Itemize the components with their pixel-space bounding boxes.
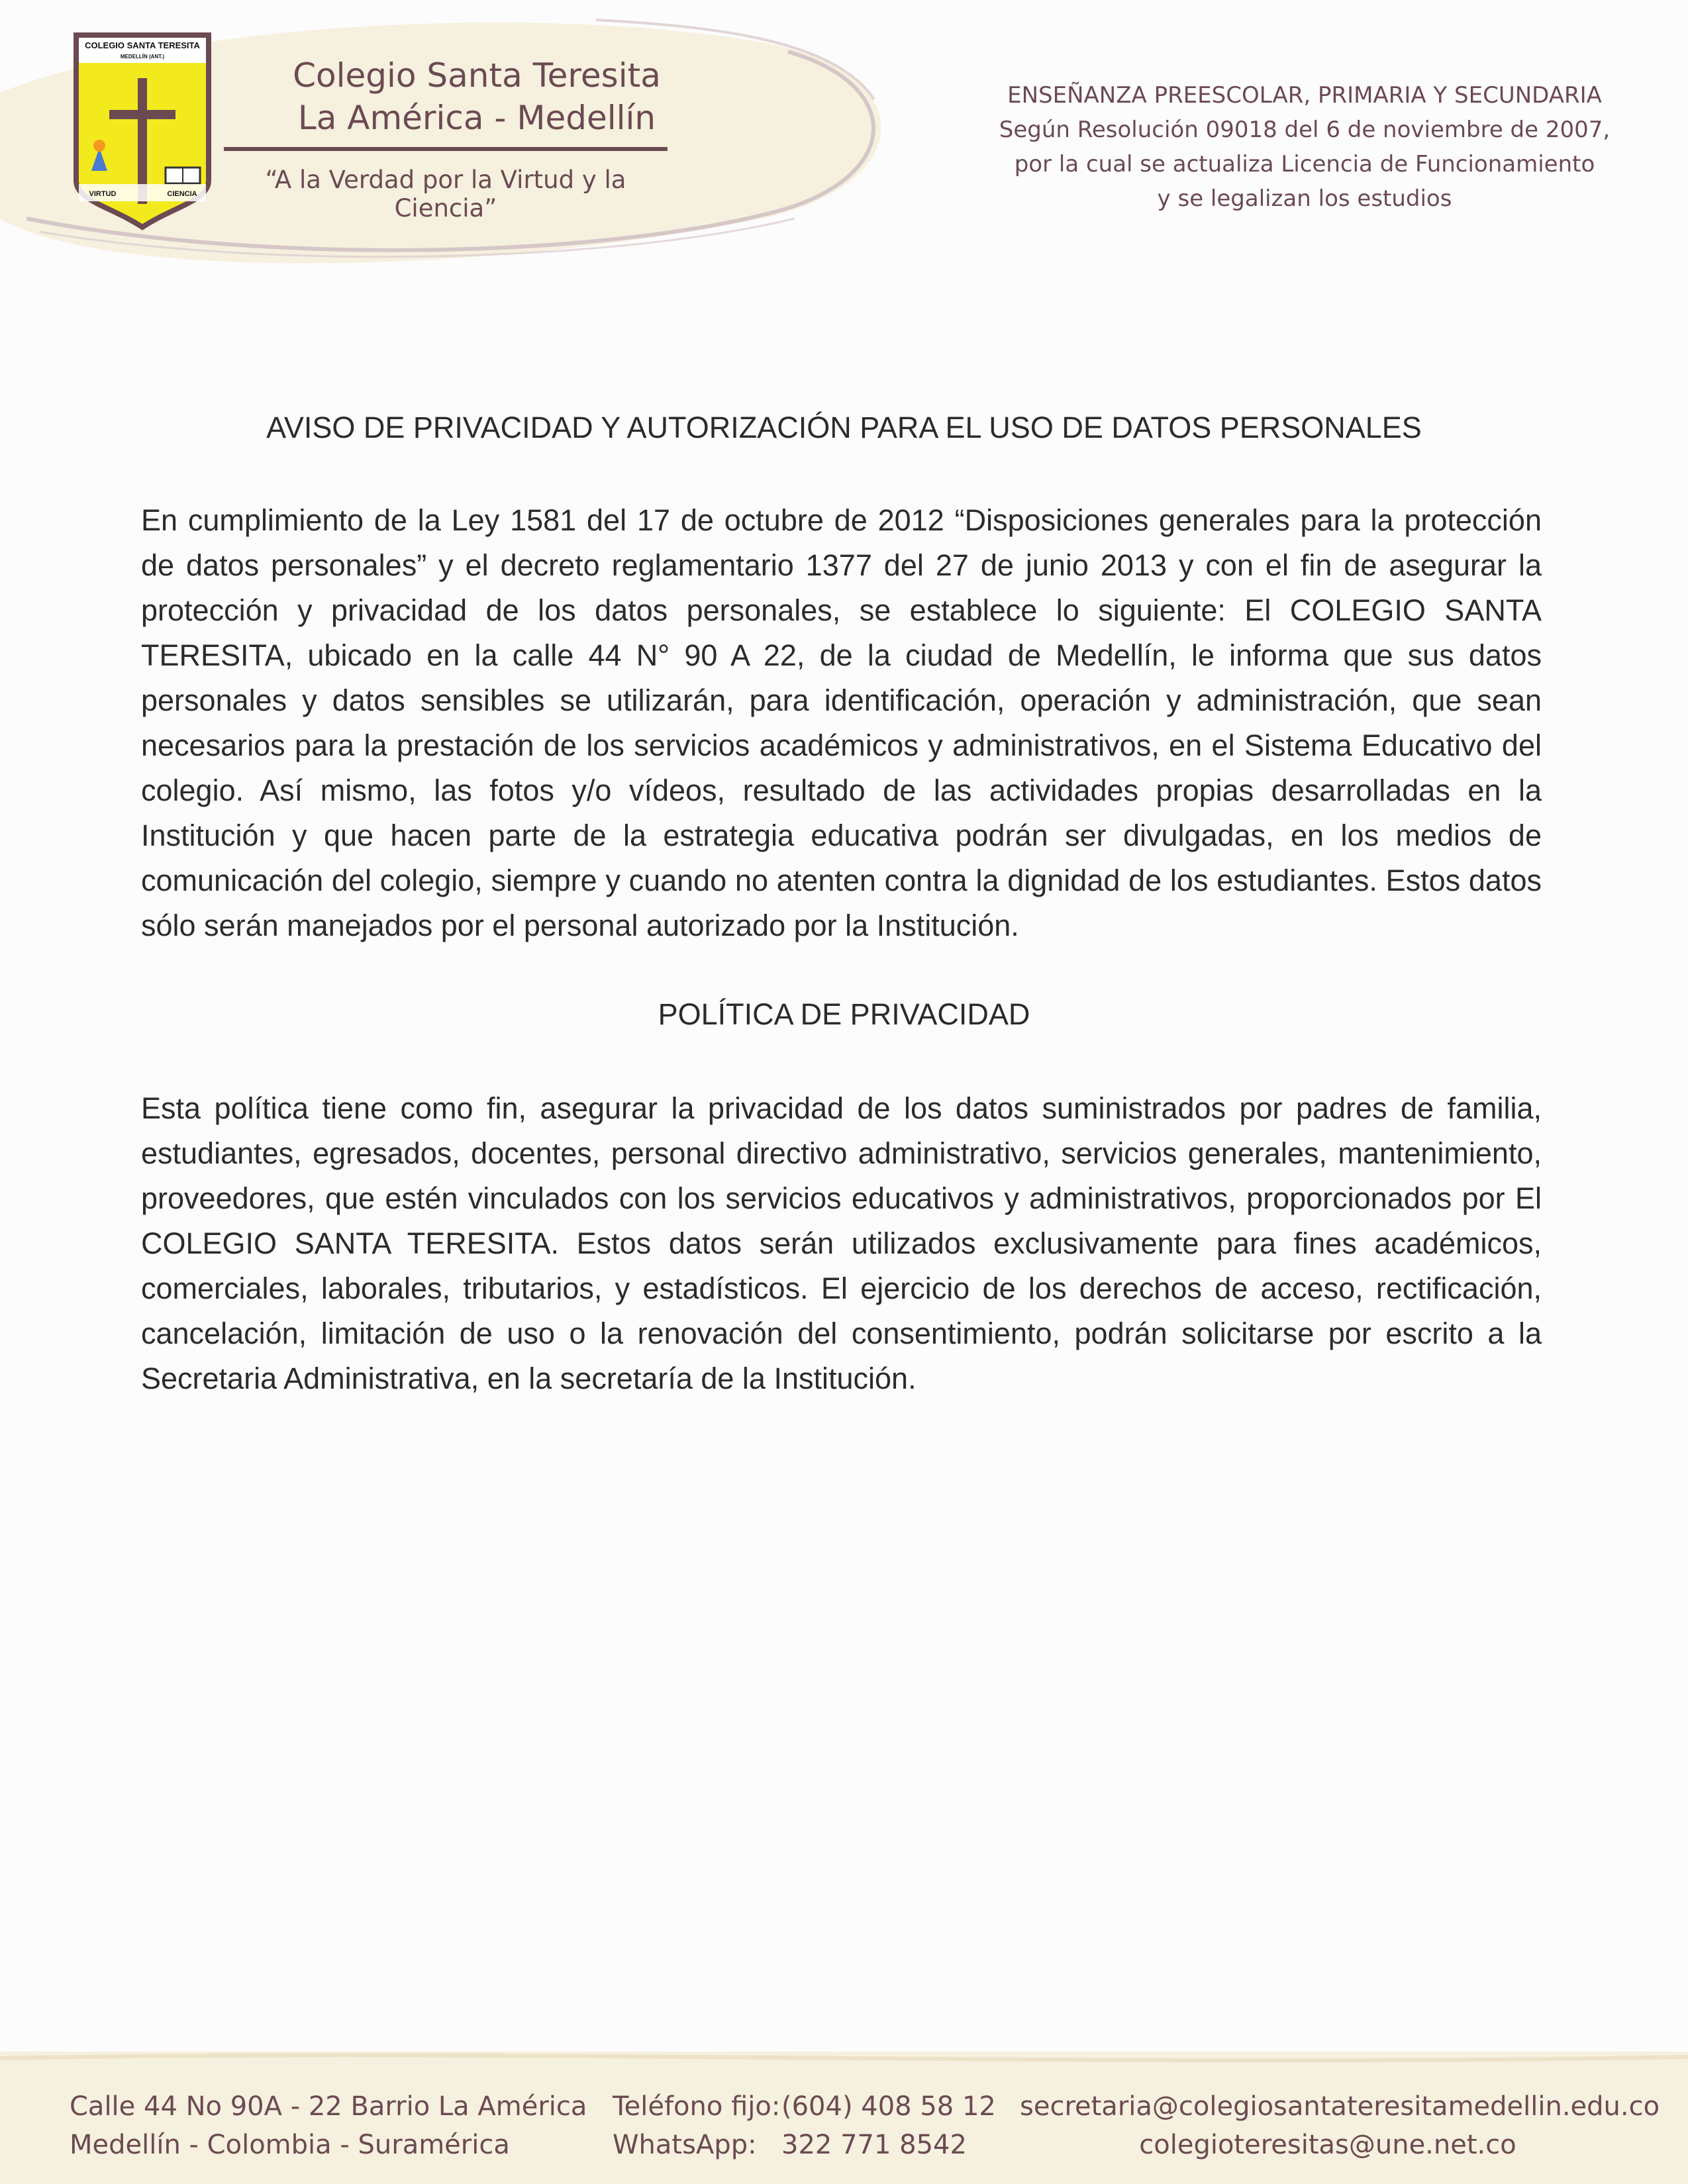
header-divider bbox=[224, 147, 668, 151]
accreditation-line1: ENSEÑANZA PREESCOLAR, PRIMARIA Y SECUNDARIA bbox=[1007, 82, 1602, 109]
notice-body: En cumplimiento de la Ley 1581 del 17 de octubre de 2012 “Disposiciones generales para la protección de datos personales” y el decreto reglamentario 1377 del 27 de junio 2013 y con el fin de asegurar la protección y privacidad de los datos personales, se establece lo siguiente: El COLEGIO SANTA TERESITA, ubicado en la calle 44 N° 90 A 22, de la ciudad de Medellín, le informa que sus datos personales y datos sensibles se utilizarán, para identificación, operación y administración, que sean necesarios para la prestación de los servicios académicos y administrativos, en el Sistema Educativo del colegio. Así mismo, las fotos y/o vídeos, resultado de las actividades propias desarrolladas en la Institución y que hacen parte de la estrategia educativa podrán ser divulgadas, en los medios de comunicación del colegio, siempre y cuando no atenten contra la dignidad de los estudiantes. Estos datos sólo serán manejados por el personal autorizado por la Institución. bbox=[141, 503, 1542, 942]
email-colegio-link[interactable]: colegioteresitas@une.net.co bbox=[1139, 2130, 1516, 2160]
accreditation-line3: por la cual se actualiza Licencia de Funcionamiento bbox=[1014, 151, 1595, 177]
footer-address bbox=[70, 2087, 587, 2164]
school-name-line1: Colegio Santa Teresita bbox=[293, 56, 661, 95]
notice-heading: AVISO DE PRIVACIDAD Y AUTORIZACIÓN PARA EL USO DE DATOS PERSONALES bbox=[266, 411, 1422, 444]
whatsapp-label: WhatsApp: bbox=[613, 2130, 757, 2160]
crest-top-text: COLEGIO SANTA TERESITA bbox=[85, 40, 200, 50]
school-crest-logo bbox=[73, 32, 212, 230]
school-name bbox=[278, 54, 675, 139]
accreditation-block bbox=[973, 78, 1636, 216]
email-secretaria-link[interactable]: secretaria@colegiosantateresitamedellin.edu.co bbox=[1020, 2091, 1660, 2122]
school-motto: “A la Verdad por la Virtud y la Ciencia” bbox=[265, 166, 626, 223]
phone-label: Teléfono fijo: bbox=[613, 2091, 781, 2122]
footer-phone-line bbox=[613, 2087, 996, 2126]
footer-address-line2: Medellín - Colombia - Suramérica bbox=[70, 2130, 510, 2160]
accreditation-line4: y se legalizan los estudios bbox=[1157, 185, 1452, 212]
crest-right-label: CIENCIA bbox=[167, 190, 197, 198]
whatsapp-value[interactable]: 322 771 8542 bbox=[781, 2130, 967, 2160]
policy-body: Esta política tiene como fin, asegurar la privacidad de los datos suministrados por padres de familia, estudiantes, egresados, docentes, personal directivo administrativo, servicios generales, mantenimiento, proveedores, que estén vinculados con los servicios educativos y administrativos, proporcionados por El COLEGIO SANTA TERESITA. Estos datos serán utilizados exclusivamente para fines académicos, comerciales, laborales, tributarios, y estadísticos. El ejercicio de los derechos de acceso, rectificación, cancelación, limitación de uso o la renovación del consentimiento, podrán solicitarse por escrito a la Secretaria Administrativa, en la secretaría de la Institución. bbox=[141, 1091, 1542, 1395]
phone-value[interactable]: (604) 408 58 12 bbox=[781, 2091, 996, 2122]
footer-whatsapp-line bbox=[613, 2126, 996, 2164]
crest-sub-text: MEDELLÍN (ANT.) bbox=[120, 54, 165, 60]
crest-left-label: VIRTUD bbox=[89, 190, 117, 198]
footer-address-line1: Calle 44 No 90A - 22 Barrio La América bbox=[70, 2091, 587, 2122]
school-name-line2: La América - Medellín bbox=[297, 99, 656, 137]
policy-heading: POLÍTICA DE PRIVACIDAD bbox=[658, 997, 1030, 1031]
footer-emails bbox=[1020, 2087, 1660, 2164]
accreditation-line2: Según Resolución 09018 del 6 de noviembre de 2007, bbox=[999, 117, 1611, 143]
footer-phones bbox=[613, 2087, 996, 2164]
